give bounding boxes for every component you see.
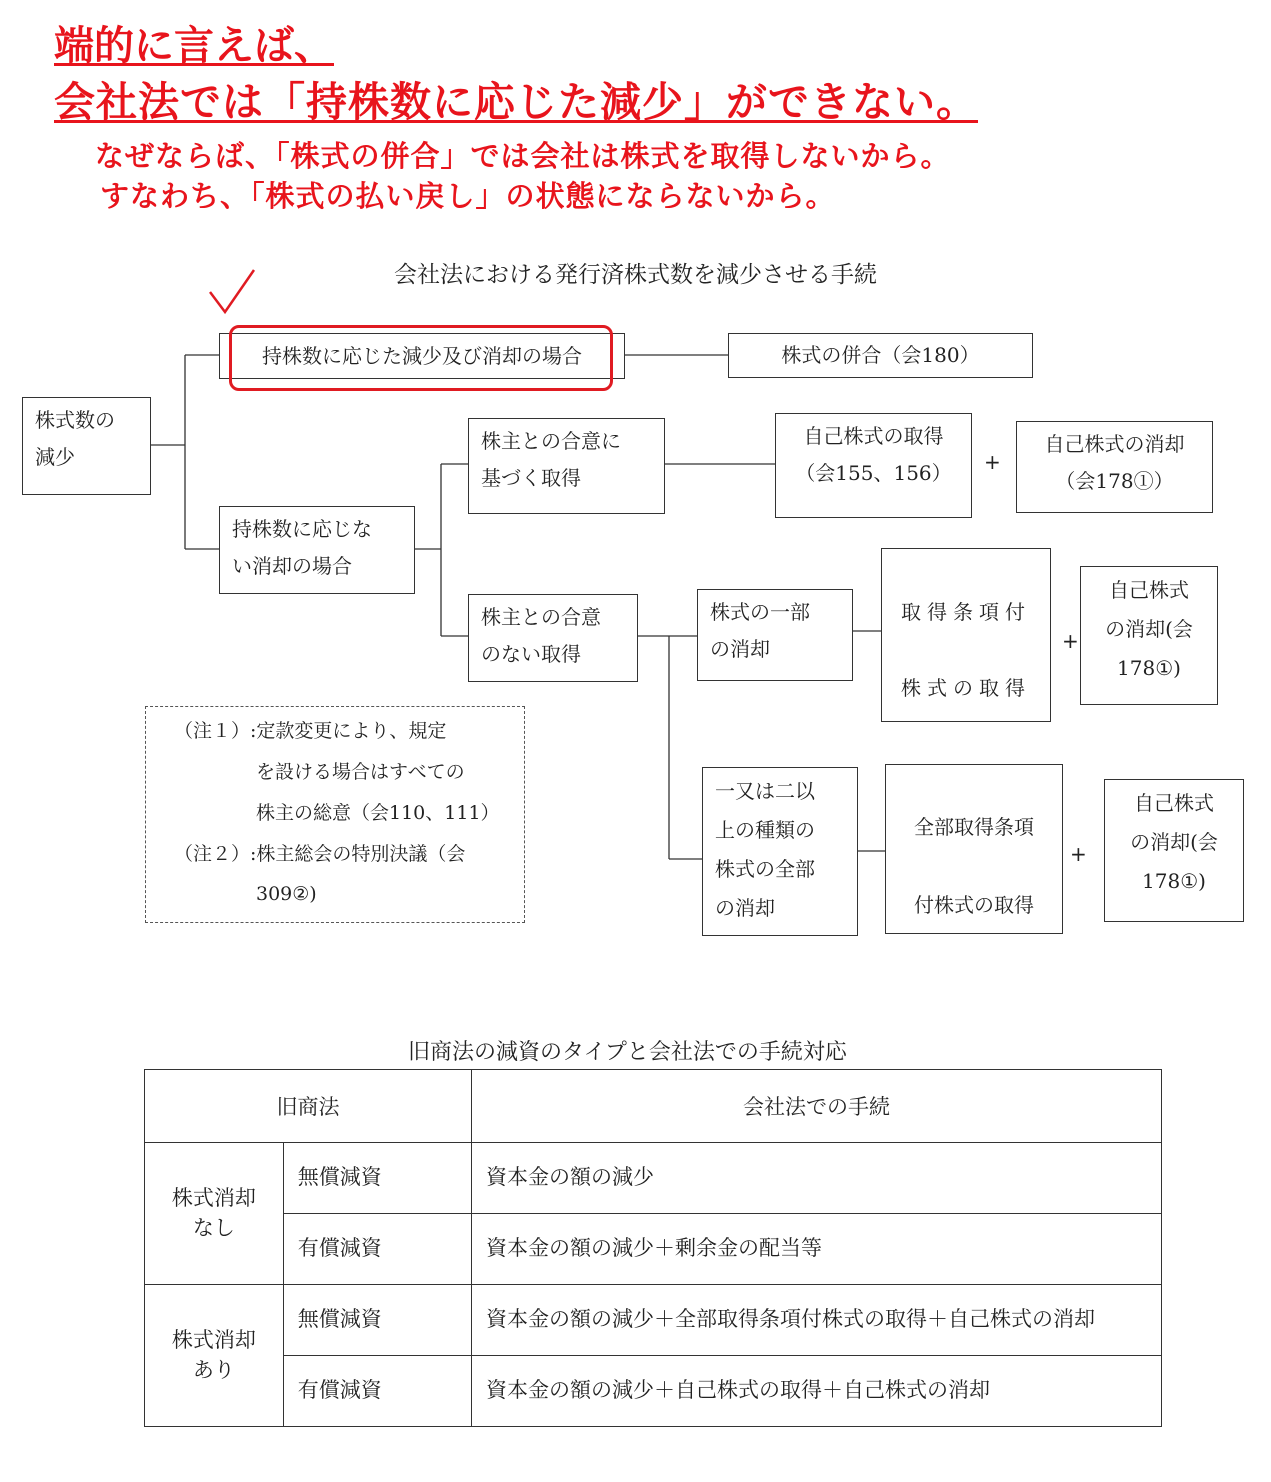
group-with-cancel: 株式消却 あり	[145, 1285, 284, 1427]
checkmark-icon	[210, 270, 254, 312]
header-old-law: 旧商法	[145, 1070, 472, 1143]
table-row	[145, 1285, 1162, 1356]
node-all-class-cancel: 一又は二以 上の種類の 株式の全部 の消却	[702, 767, 858, 936]
row-type: 有償減資	[283, 1214, 471, 1285]
row-procedure: 資本金の額の減少	[472, 1143, 1162, 1214]
node-no-agreement: 株主との合意 のない取得	[468, 594, 638, 682]
notes-box	[145, 706, 525, 923]
note-2-label: （注２）:	[174, 842, 257, 865]
row-type: 無償減資	[283, 1285, 471, 1356]
headline-line-2: 会社法では「持株数に応じた減少」ができない。	[54, 78, 978, 126]
table-row	[145, 1214, 1162, 1285]
row-procedure: 資本金の額の減少＋自己株式の取得＋自己株式の消却	[472, 1356, 1162, 1427]
row-type: 有償減資	[283, 1356, 471, 1427]
node-cancel-own-3: 自己株式 の消却(会 178①)	[1104, 779, 1244, 922]
group-no-cancel: 株式消却 なし	[145, 1143, 284, 1285]
table-title: 旧商法の減資のタイプと会社法での手続対応	[408, 1040, 847, 1065]
all-acq-line-1: 全部取得条項	[914, 815, 1034, 839]
note-1-line-2: を設ける場合はすべての	[256, 760, 465, 783]
node-cancel-own-1: 自己株式の消却 （会178①）	[1016, 421, 1213, 513]
note-2-line-2: 309②)	[256, 883, 317, 906]
row-procedure: 資本金の額の減少＋剰余金の配当等	[472, 1214, 1162, 1285]
node-nonproportional: 持株数に応じな い消却の場合	[219, 506, 415, 594]
row-procedure: 資本金の額の減少＋全部取得条項付株式の取得＋自己株式の消却	[472, 1285, 1162, 1356]
note-1-line-1: 定款変更により、規定	[256, 720, 447, 742]
node-acquire-own: 自己株式の取得 （会155、156）	[775, 413, 972, 518]
comparison-table	[144, 1069, 1162, 1427]
node-partial-cancel: 株式の一部 の消却	[697, 589, 853, 681]
node-root: 株式数の 減少	[22, 397, 151, 495]
node-proportional: 持株数に応じた減少及び消却の場合	[219, 333, 625, 379]
table-row	[145, 1356, 1162, 1427]
conditional-acq-line-2: 株式の取得	[901, 676, 1031, 700]
table-header-row	[145, 1070, 1162, 1143]
node-conditional-acquisition	[881, 548, 1051, 722]
node-agreement: 株主との合意に 基づく取得	[468, 418, 665, 514]
plus-2: +	[1062, 629, 1079, 653]
note-2-line-1: 株主総会の特別決議（会	[256, 842, 466, 865]
diagram-title: 会社法における発行済株式数を減少させる手続	[394, 262, 877, 288]
headline-line-1: 端的に言えば、	[54, 23, 334, 69]
table-row	[145, 1143, 1162, 1214]
conditional-acq-line-1: 取得条項付	[901, 600, 1031, 624]
node-all-acquisition	[885, 764, 1063, 934]
header-new-law: 会社法での手続	[472, 1070, 1162, 1143]
highlight-frame	[229, 325, 613, 391]
node-cancel-own-2: 自己株式 の消却(会 178①)	[1080, 566, 1218, 705]
all-acq-line-2: 付株式の取得	[914, 893, 1034, 917]
note-1-line-3: 株主の総意（会110、111）	[256, 801, 500, 824]
node-consolidation: 株式の併合（会180）	[728, 333, 1033, 378]
note-1-label: （注１）:	[174, 720, 257, 742]
plus-3: +	[1070, 842, 1087, 866]
plus-1: +	[984, 450, 1001, 474]
row-type: 無償減資	[283, 1143, 471, 1214]
headline-line-3: なぜならば、「株式の併合」では会社は株式を取得しないから。	[95, 139, 951, 173]
headline-line-4: すなわち、「株式の払い戻し」の状態にならないから。	[100, 179, 836, 213]
